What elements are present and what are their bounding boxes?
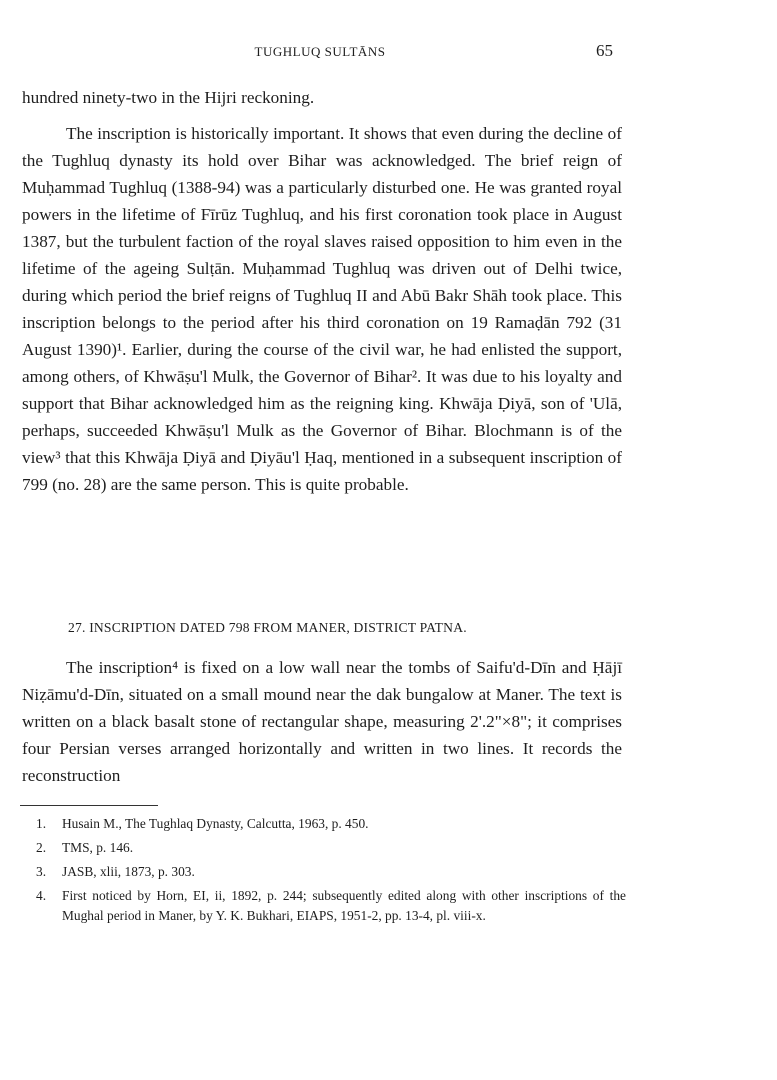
- footnote-text: JASB, xlii, 1873, p. 303.: [62, 864, 195, 879]
- footnote-text: TMS, p. 146.: [62, 840, 134, 855]
- paragraph-historical-importance: The inscription is historically important. It shows that even during the decline of the Tughluq dynasty its hold over Bihar was acknowledged. The brief reign of Muḥammad Tughluq (1388-94) was a particularly disturbed one. He was granted royal powers in the lifetime of Fīrūz Tughluq, and his first coronation took place in August 1387, but the turbulent faction of the royal slaves raised opposition to him even in the lifetime of the ageing Sulṭān. Muḥammad Tughluq was driven out of Delhi twice, during which period the brief reigns of Tughluq II and Abū Bakr Shāh took place. This inscription belongs to the period after his third coronation on 19 Ramaḍān 792 (31 August 1390)¹. Earlier, during the course of the civil war, he had enlisted the support, among others, of Khwāṣu'l Mulk, the Governor of Bihar². It was due to his loyalty and support that Bihar acknowledged him as the reigning king. Khwāja Ḍiyā, son of 'Ulā, perhaps, succeeded Khwāṣu'l Mulk as the Governor of Bihar. Blochmann is of the view³ that this Khwāja Ḍiyā and Ḍiyāu'l Ḥaq, mentioned in a subsequent inscription of 799 (no. 28) are the same person. This is quite probable.: [22, 124, 622, 494]
- footnote-number: 2.: [36, 840, 47, 855]
- footnote-item: [36, 886, 626, 926]
- page-number: 65: [596, 41, 613, 60]
- section-heading: 27. INSCRIPTION DATED 798 FROM MANER, DISTRICT PATNA.: [68, 620, 467, 635]
- footnote-item: [36, 814, 626, 834]
- footnote-number: 4.: [36, 888, 47, 903]
- footnote-item: [36, 838, 626, 858]
- footnote-number: 1.: [36, 816, 47, 831]
- paragraph-continuation: hundred ninety-two in the Hijri reckoning.: [22, 88, 315, 107]
- footnote-item: [36, 862, 626, 882]
- footnote-text: Husain M., The Tughlaq Dynasty, Calcutta, 1963, p. 450.: [62, 816, 369, 831]
- footnotes: [36, 814, 626, 930]
- paragraph-inscription-description: The inscription⁴ is fixed on a low wall near the tombs of Saifu'd-Dīn and Ḥājī Niẓāmu'd-Dīn, situated on a small mound near the dak bungalow at Maner. The text is written on a black basalt stone of rectangular shape, measuring 2'.2"×8"; it comprises four Persian verses arranged horizontally and written in two lines. It records the reconstruction: [22, 658, 622, 785]
- footnote-number: 3.: [36, 864, 47, 879]
- footnote-text: First noticed by Horn, EI, ii, 1892, p. 244; subsequently edited along with other inscriptions of the Mughal period in Maner, by Y. K. Bukhari, EIAPS, 1951-2, pp. 13-4, pl. viii-x.: [62, 888, 626, 923]
- footnote-divider: [20, 805, 158, 806]
- running-title: TUGHLUQ SULTĀNS: [254, 44, 386, 59]
